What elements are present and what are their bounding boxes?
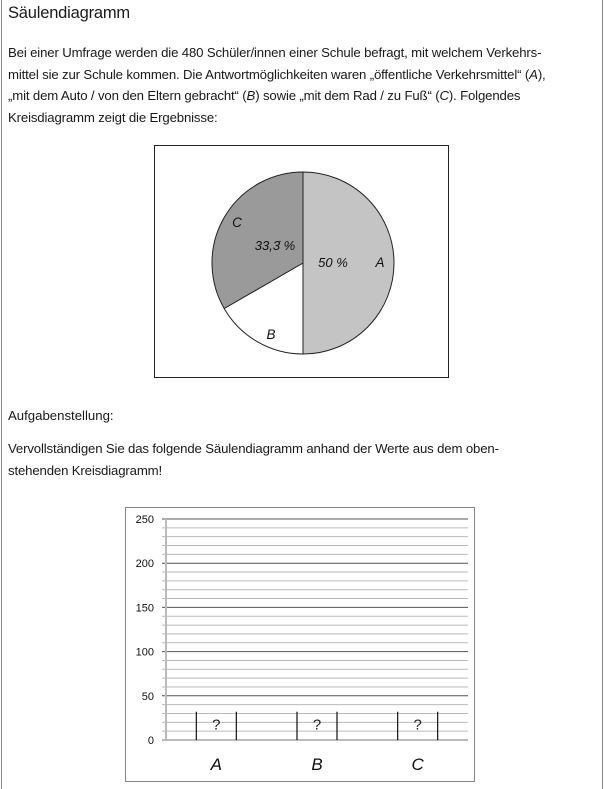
intro-line-1: Bei einer Umfrage werden die 480 Schüler/innen einer Schule befragt, mit welchem Verkehrs- (8, 45, 542, 60)
intro-line-3: „mit dem Auto / von den Eltern gebracht“ (B) sowie „mit dem Rad / zu Fuß“ (C). Folgendes (8, 88, 521, 104)
bar-placeholder-c (398, 712, 438, 740)
x-tick-label-b: B (311, 755, 323, 774)
pie-chart (155, 146, 448, 377)
y-tick-label: 200 (135, 558, 154, 571)
bar-unknown-value: ? (312, 716, 322, 734)
pie-value-label-c: 33,3̇ % (254, 238, 296, 253)
intro-line-4: Kreisdiagramm zeigt die Ergebnisse: (8, 109, 218, 125)
y-tick-label: 150 (135, 602, 154, 615)
task-line-1: Vervollständigen Sie das folgende Säulendiagramm anhand der Werte aus dem oben- (8, 441, 499, 456)
pie-label-b: B (266, 327, 276, 342)
page-title: Säulendiagramm (8, 4, 130, 22)
page-frame-left (1, 0, 2, 789)
pie-value-label-a: 50 % (318, 255, 348, 270)
pie-label-c: C (232, 215, 242, 230)
y-tick-label: 100 (135, 646, 154, 659)
bar-unknown-value: ? (413, 716, 422, 734)
task-line-2: stehenden Kreisdiagramm! (8, 462, 162, 478)
task-paragraph (8, 438, 598, 481)
bar-placeholder-a (196, 712, 236, 740)
x-tick-label-a: A (210, 755, 223, 774)
bar-chart (126, 508, 474, 781)
x-tick-label-c: C (411, 755, 424, 774)
y-tick-label: 50 (141, 690, 154, 703)
bar-chart-frame (125, 507, 475, 782)
bar-placeholder-b (297, 712, 337, 740)
intro-paragraph (8, 42, 598, 128)
y-tick-label: 0 (147, 735, 154, 747)
y-tick-label: 250 (135, 514, 154, 526)
task-heading: Aufgabenstellung: (8, 408, 114, 423)
pie-chart-frame (154, 145, 449, 378)
pie-label-a: A (375, 255, 385, 270)
bar-unknown-value: ? (212, 716, 221, 734)
intro-line-2: mittel sie zur Schule kommen. Die Antwortmöglichkeiten waren „öffentliche Verkehrsmittel“ (A), (8, 66, 546, 82)
page-frame-right (602, 0, 603, 789)
